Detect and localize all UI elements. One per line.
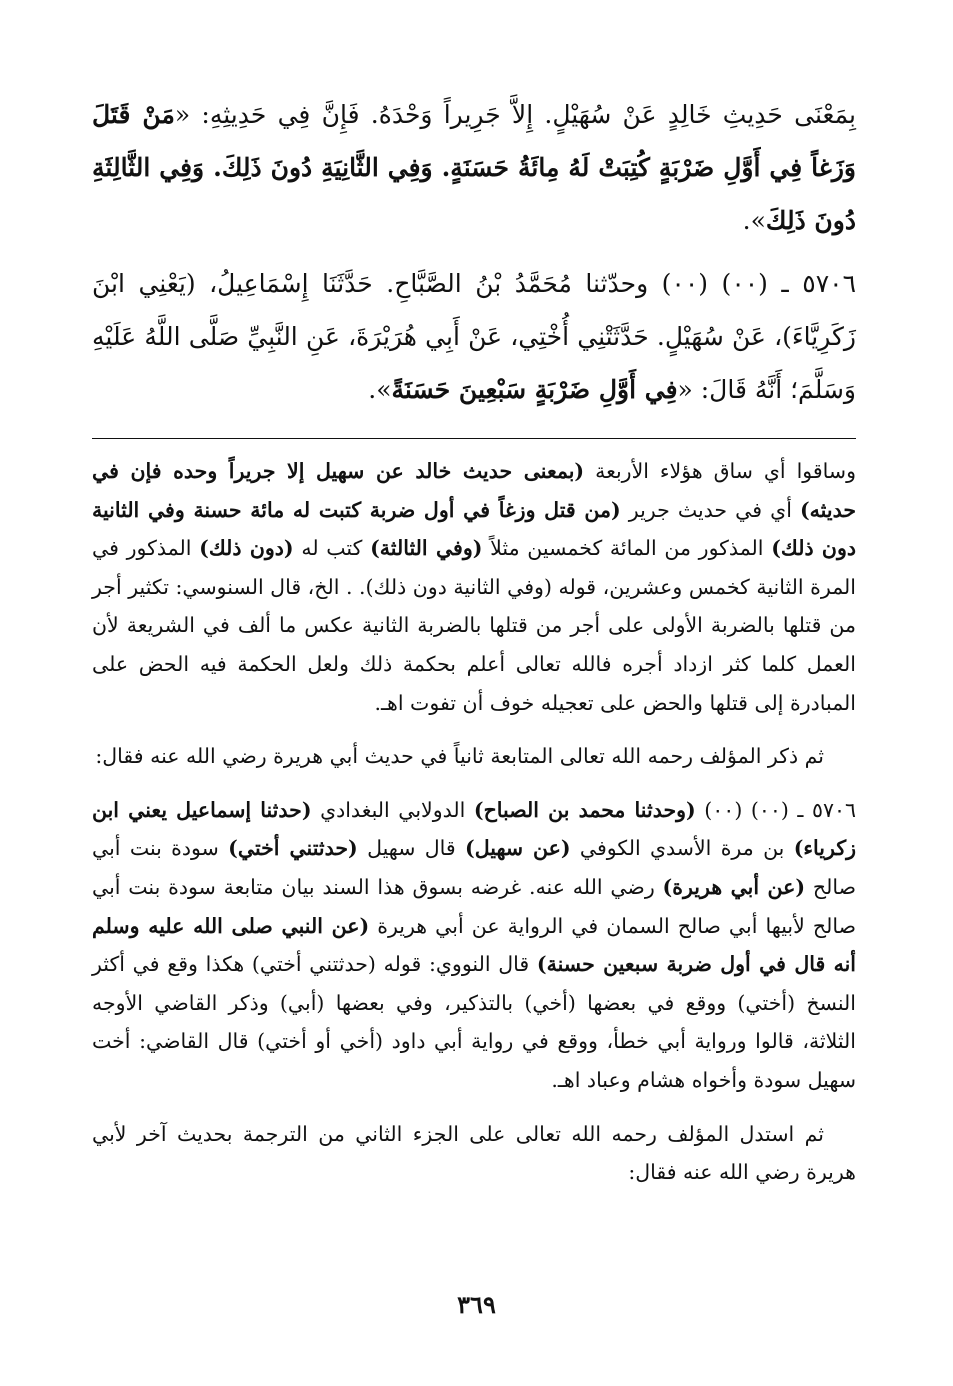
bold-quote: (حدثتني أختي)	[228, 836, 358, 861]
text-run: ».	[742, 206, 766, 235]
text-run: كتب له	[293, 536, 371, 561]
text-run: رضي الله عنه. غرضه بسوق هذا السند بيان متابعة سودة بنت أبي صالح لأبيها أبي صالح السمان في الرواية عن أبي هريرة	[92, 874, 856, 938]
text-run: أي في حديث جرير	[620, 497, 800, 522]
hadith-text	[92, 88, 856, 416]
text-run: ثم استدل المؤلف رحمه الله تعالى على الجزء الثاني من الترجمة بحديث آخر لأبي هريرة رضي الله عنه فقال:	[92, 1121, 856, 1185]
text-run: وساقوا أي ساق هؤلاء الأربعة	[584, 459, 856, 483]
bold-quote: (وفي الثالثة)	[370, 536, 483, 561]
commentary-paragraph-isnad	[92, 791, 856, 1100]
text-run: ٥٧٠٦ ـ (٠٠) (٠٠)	[695, 797, 856, 822]
bold-quote: (دون ذلك)	[199, 536, 294, 561]
text-run: الدولابي البغدادي	[311, 797, 474, 822]
text-run: المذكور في المرة الثانية كخمس وعشرين، قوله (وفي الثانية دون ذلك). . الخ، قال السنوسي: تكثير أجر من قتلها بالضربة الأولى على أجر من قتلها بالضربة الثانية عكس ما ألف في الشريعة لأن العمل كلما كثر ازداد أجره فالله تعالى أعلم بحكمة ذلك ولعل الحكمة فيه الحض على المبادرة إلى قتلها والحض على تعجيله خوف أن تفوت اهـ.	[92, 536, 856, 715]
text-run: سودة بنت أبي صالح	[92, 836, 856, 899]
bold-quote: فِي أَوَّلِ ضَرْبَةٍ سَبْعِينَ حَسَنَةً	[391, 375, 678, 404]
bold-quote: (عن النبي صلى الله عليه وسلم أنه قال في أول ضربة سبعين حسنة)	[92, 913, 856, 977]
bold-quote: (عن أبي هريرة)	[662, 874, 806, 899]
text-run: المذكور من المائة كخمسين مثلاً	[482, 536, 772, 561]
bold-quote: (بمعنى حديث خالد عن سهيل إلا جريراً وحده فإن في حديثه)	[92, 459, 856, 522]
commentary-paragraph	[92, 452, 856, 722]
bold-quote: (حدثنا إسماعيل يعني ابن زكرياء)	[92, 797, 856, 861]
page-number: ٣٦٩	[457, 1290, 496, 1319]
hadith-paragraph-isnad	[92, 257, 856, 416]
commentary-transition	[92, 737, 856, 776]
commentary-transition-next	[92, 1115, 856, 1192]
hadith-paragraph	[92, 88, 856, 247]
section-divider	[92, 438, 856, 439]
text-run: قال النووي: قوله (حدثتني أختي) هكذا وقع في أكثر النسخ (أختي) ووقع في بعضها (أخي) بالتذكير، وفي بعضها (أبي) وذكر القاضي الأوجه الثلاثة، قالوا ورواية أبي خطأ، ووقع في رواية أبي داود (أخي أو أختي) قال القاضي: أخت سهيل سودة وأخواه هشام وعباد اهـ.	[92, 952, 856, 1092]
commentary	[92, 452, 856, 1192]
bold-quote: (من قتل وزغاً في أول ضربة كتبت له مائة حسنة وفي الثانية دون ذلك)	[92, 497, 856, 561]
text-run: ثم ذكر المؤلف رحمه الله تعالى المتابعة ثانياً في حديث أبي هريرة رضي الله عنه فقال:	[95, 744, 824, 769]
text-run: قال سهيل	[357, 836, 466, 861]
bold-quote: مَنْ قَتَلَ وَزَغاً فِي أَوَّلِ ضَرْبَةٍ كُتِبَتْ لَهُ مِائَةُ حَسَنَةٍ. وَفِي الثَّانِيَةِ دُونَ ذَلِكَ. وَفِي الثَّالِثَةِ دُونَ ذَلِكَ	[92, 100, 856, 235]
bold-quote: (وحدثنا محمد بن الصباح)	[473, 797, 696, 822]
text-run: بِمَعْنَى حَدِيثِ خَالِدٍ عَنْ سُهَيْلٍ. إِلاَّ جَرِيراً وَحْدَهُ. فَإِنَّ فِي حَدِيثِهِ: «	[174, 100, 856, 129]
text-run: ».	[368, 375, 392, 404]
bold-quote: (عن سهيل)	[465, 836, 571, 861]
text-run: بن مرة الأسدي الكوفي	[570, 836, 794, 861]
text-run: ٥٧٠٦ ـ (٠٠) (٠٠) وحدّثنا مُحَمَّدُ بْنُ الصَّبَّاحِ. حَدَّثَنَا إِسْمَاعِيلُ، (يَعْنِي ابْنَ زَكَرِيَّاءَ)، عَنْ سُهَيْلٍ. حَدَّثَتْنِي أُخْتِي، عَنْ أَبِي هُرَيْرَةَ، عَنِ النَّبِيِّ صَلَّى اللَّهُ عَلَيْهِ وَسَلَّمَ؛ أَنَّهُ قَالَ: «	[92, 269, 856, 404]
